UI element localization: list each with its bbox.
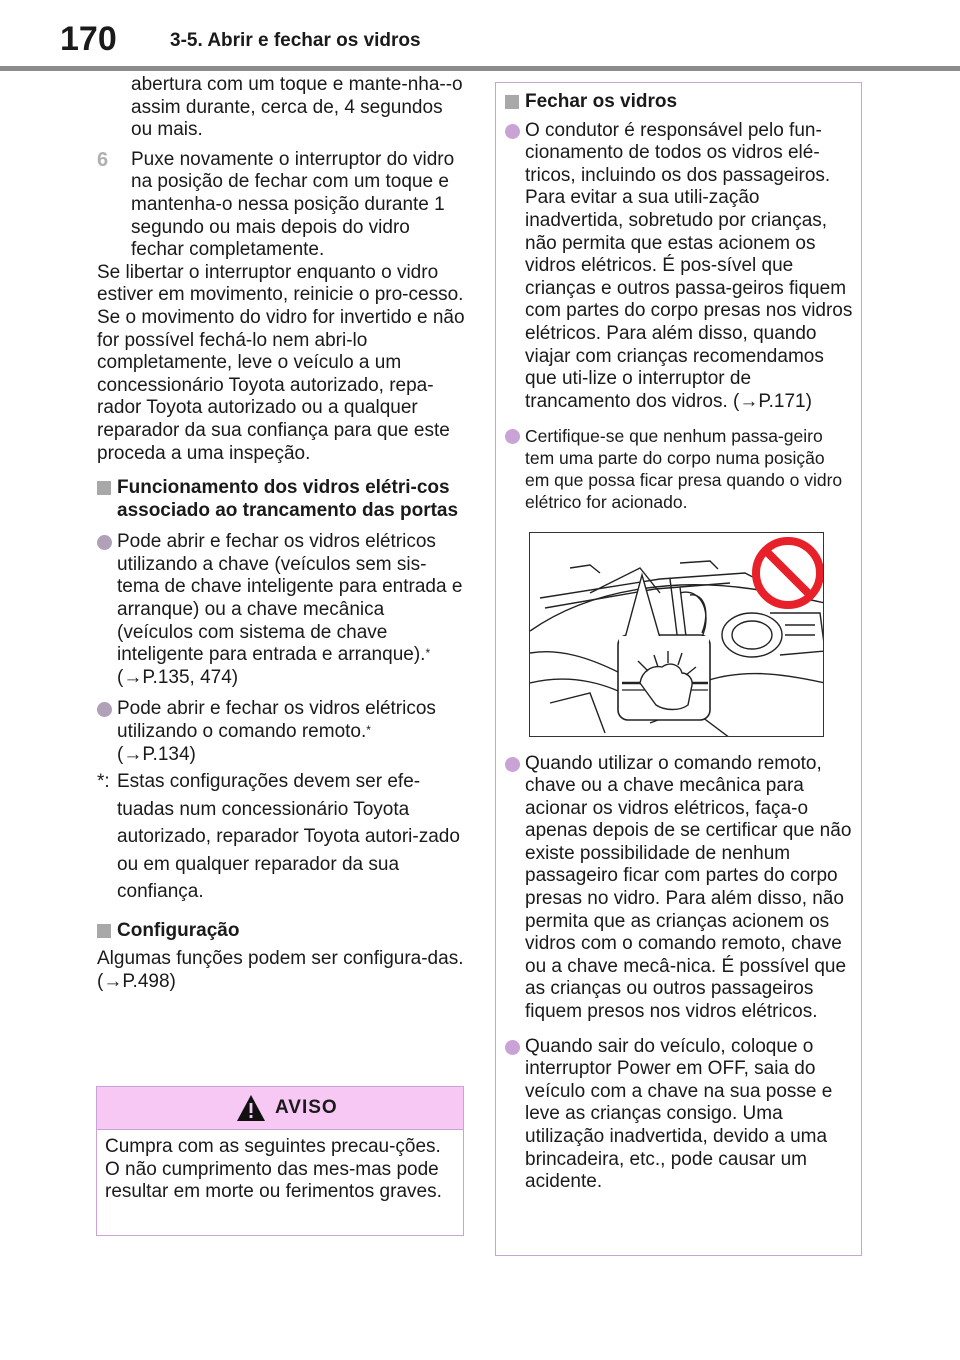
bullet-remote: Pode abrir e fechar os vidros elétricos utilizando o comando remoto.* (→P.134) xyxy=(97,698,465,766)
header-divider xyxy=(0,66,960,71)
page-number: 170 xyxy=(60,20,117,58)
bullet-key: Pode abrir e fechar os vidros elétricos utilizando a chave (veículos sem sis-tema de chave inteligente para entrada e arranque) ou a chave mecânica (veículos com sistema de chave inteligente para entrada e arranque).* (→P.135, 474) xyxy=(97,531,465,689)
section-title: 3-5. Abrir e fechar os vidros xyxy=(170,30,421,51)
bullet-driver-responsibility: O condutor é responsável pelo fun-cionamento de todos os vidros elé-tricos, incluindo os dos passageiros. Para evitar a sua utili-zação inadvertida, sobretudo por crianças, não permita que estas acionem os vidros elétricos. É pos-sível que crianças e outros passa-geiros fiquem com partes do corpo presas nos vidros elétricos. Para além disso, quando viajar com crianças recomendamos que uti-lize o interruptor de trancamento dos vidros. (→P.171) xyxy=(505,120,853,414)
circle-bullet-icon xyxy=(505,124,520,139)
step-text: Puxe novamente o interruptor do vidro na posição de fechar com um toque e mantenha-o nessa posição durante 1 segundo ou mais depois do vidro fechar completamente. xyxy=(131,148,455,261)
circle-bullet-icon xyxy=(505,429,520,444)
square-bullet-icon xyxy=(97,481,111,495)
circle-bullet-icon xyxy=(97,702,112,717)
circle-bullet-icon xyxy=(505,757,520,772)
bullet-remote-operation: Quando utilizar o comando remoto, chave ou a chave mecânica para acionar os vidros elétricos, faça-o apenas depois de se certificar que não existe possibilidade de nenhum passageiro ficar com partes do corpo presas no vidro. Para além disso, não permita que as crianças acionem os vidros com o comando remoto, chave ou a chave mecâ-nica. É possível que as crianças ou outros passageiros fiquem presos nos vidros elétricos. xyxy=(505,753,853,1024)
warning-triangle-icon xyxy=(236,1094,266,1122)
warning-text: Cumpra com as seguintes precau-ções. O não cumprimento das mes-mas pode resultar em morte ou ferimentos graves. xyxy=(105,1136,442,1203)
right-warning-column xyxy=(495,82,862,1256)
page-reference: (→P.134) xyxy=(117,743,196,765)
heading-configuration: Configuração xyxy=(97,920,465,943)
heading-close-windows: Fechar os vidros xyxy=(505,91,853,114)
configuration-text: Algumas funções podem ser configura-das. (→P.498) xyxy=(97,948,464,992)
pinch-warning-illustration xyxy=(529,532,824,737)
asterisk-mark: * xyxy=(425,646,431,661)
restart-note: Se libertar o interruptor enquanto o vidro estiver em movimento, reinicie o pro-cesso. xyxy=(97,261,464,306)
warning-title: AVISO xyxy=(275,1097,338,1118)
step-6 xyxy=(97,149,465,262)
page-header xyxy=(0,0,960,70)
asterisk-mark: * xyxy=(366,723,371,738)
footnote-text: Estas configurações devem ser efe-tuadas num concessionário Toyota autorizado, reparador Toyota autori-zado ou em qualquer reparador da sua confiança. xyxy=(117,771,460,903)
car-window-illustration xyxy=(530,533,824,737)
heading-door-locking: Funcionamento dos vidros elétri-cos associado ao trancamento das portas xyxy=(97,477,465,522)
warning-header xyxy=(97,1087,463,1130)
step5-continuation: abertura com um toque e mante-nha--o assim durante, cerca de, 4 segundos ou mais. xyxy=(131,74,463,141)
circle-bullet-icon xyxy=(97,535,112,550)
step-number: 6 xyxy=(97,148,109,171)
bullet-leaving-vehicle: Quando sair do veículo, coloque o interruptor Power em OFF, saia do veículo com a chave na sua posse e leve as crianças consigo. Uma utilização inadvertida, devido a uma brincadeira, etc., pode causar um acidente. xyxy=(505,1036,853,1194)
bullet-check-passengers: Certifique-se que nenhum passa-geiro tem uma parte do corpo numa posição em que possa ficar presa quando o vidro elétrico for acionado. xyxy=(505,426,853,513)
footnote-mark: *: xyxy=(97,771,110,793)
warning-box xyxy=(96,1086,464,1236)
prohibition-icon xyxy=(756,541,820,605)
left-column xyxy=(97,74,465,994)
square-bullet-icon xyxy=(505,95,519,109)
footnote xyxy=(97,768,465,906)
inspection-note: Se o movimento do vidro for invertido e não for possível fechá-lo nem abri-lo completamente, leve o veículo a um concessionário Toyota autorizado, repa-rador Toyota autorizado ou a qualquer reparador da sua confiança para que este proceda a uma inspeção. xyxy=(97,306,465,464)
square-bullet-icon xyxy=(97,924,111,938)
page-reference: (→P.135, 474) xyxy=(117,666,239,688)
circle-bullet-icon xyxy=(505,1040,520,1055)
